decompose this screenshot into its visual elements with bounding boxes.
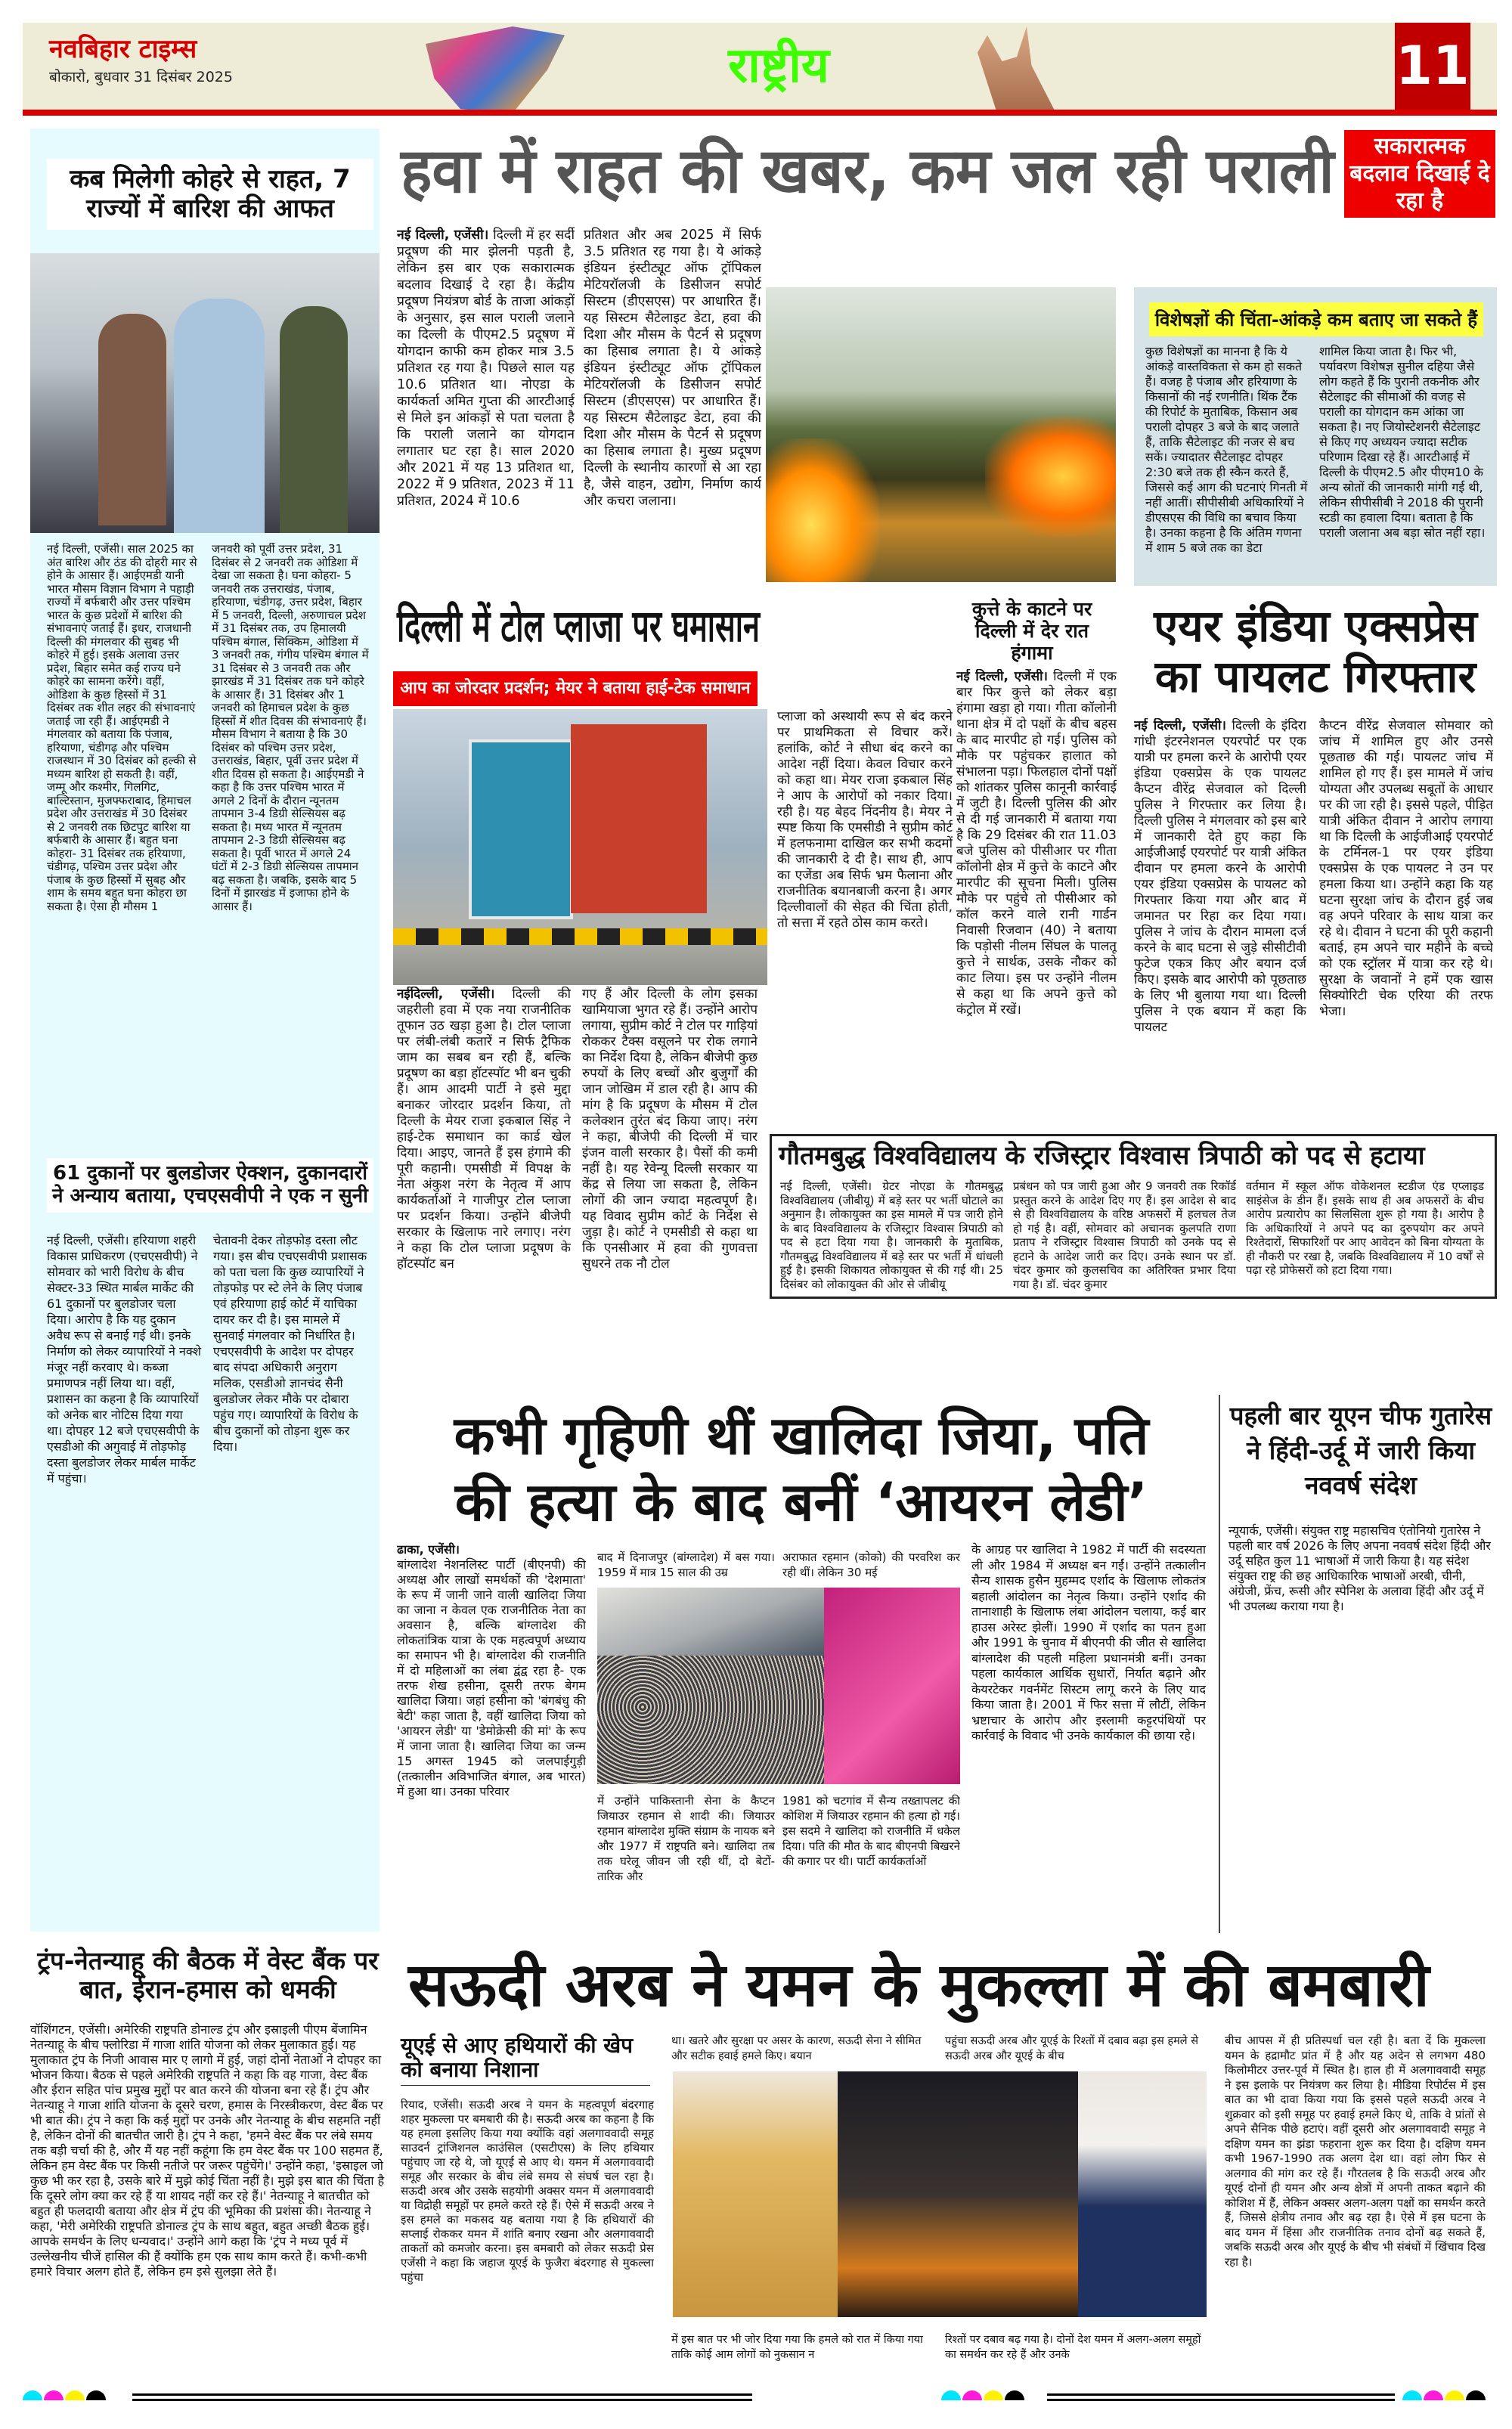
saudi-top-2: पहुंचा सऊदी अरब और यूएई के रिश्तों में दबाव बढ़ा इस हमले से सऊदी अरब और यूएई के बीच <box>945 2035 1199 2062</box>
person-figure <box>174 299 265 533</box>
un-body: न्यूयार्क, एजेंसी। संयुक्त राष्ट्र महासचिव एंतोनियो गुतारेस ने पहली बार वर्ष 2026 के लिए अपना नववर्ष संदेश हिंदी और उर्दू सहित कुल 11 भाषाओं में जारी किया है। यह संदेश संयुक्त राष्ट्र की छह आधिकारिक भाषाओं अरबी, चीनी, अंग्रेजी, फ्रेंच, रूसी और स्पेनिश के अलावा हिंदी और उर्दू में भी उपलब्ध कराया गया है। <box>1228 1523 1491 1613</box>
khalida-headline-line-1: कभी गृहिणी थीं खालिदा जिया, पति <box>454 1405 1149 1467</box>
experts-headline: विशेषज्ञों की चिंता-आंकड़े कम बताए जा सकते हैं <box>1149 302 1483 336</box>
cmyk-registration-mark <box>1402 2389 1487 2403</box>
print-rule <box>132 2393 752 2401</box>
truck-container <box>571 724 707 913</box>
saudi-headline: सऊदी अरब ने यमन के मुकल्ला में की बमबारी <box>408 1950 1430 2020</box>
saudi-subhead: यूएई से आए हथियारों की खेप को बनाया निशाना <box>401 2034 650 2086</box>
airindia-headline: एयर इंडिया एक्सप्रेस का पायलट गिरफ्तार <box>1154 600 1477 702</box>
dog-column <box>956 669 1117 1123</box>
saudi-photo-composite <box>673 2071 1207 2317</box>
gbu-column-2: प्रबंधन को पत्र जारी हुआ और 9 जनवरी तक रिकॉर्ड प्रस्तुत करने के आदेश दिए गए हैं। इस आदेश से बाद से ही विश्वविद्यालय के वरिष्ठ अफसरों में हलचल तेज हो गई है। वहीं, सोमवार को अचानक कुलपति राणा प्रताप ने रजिस्ट्रार विश्वास त्रिपाठी को उनके पद से हटाने के आदेश जारी कर दिए। उनके स्थान पर डॉ. चंदर कुमार को कुलसचिव का अतिरिक्त प्रभार दिया गया है। डॉ. चंदर कुमार <box>1013 1179 1236 1291</box>
saudi-column-1: रियाद, एजेंसी। सऊदी अरब ने यमन के महत्वपूर्ण बंदरगाह शहर मुकल्ला पर बमबारी की है। सऊदी अरब का कहना है कि यह हमला इसलिए किया गया क्योंकि वहां अलगाववादी समूह साउदर्न ट्रांजिशनल काउंसिल (एसटीएस) के लिए हथियार पहुंचाए जा रहे थे, जो यूएई से आए थे। यमन में अलगाववादी समूह और सरकार के बीच लंबे समय से संघर्ष चल रहा है। सऊदी अरब और उसके सहयोगी अक्सर यमन में अलगाववादी या विद्रोही समूहों पर हमले करते रहे हैं। ऐसे में सऊदी अरब ने इस हमले का मकसद यह बताया गया है कि हथियारों की सप्लाई रोककर यमन में शांति बनाए रखना और अलगाववादी ताकतों को कमजोर करना। इस बमबारी को लेकर सऊदी प्रेस एजेंसी ने कहा कि जहाज यूएई के फुजैरा बंदरगाह से मुकल्ला पहुंचा <box>401 2098 654 2284</box>
khalida-headline-line-2: की हत्या के बाद बनीं ‘आयरन लेडी’ <box>454 1471 1148 1533</box>
page-number: 11 <box>1395 23 1470 110</box>
crowd <box>597 1656 824 1784</box>
toll-body-1: दिल्ली की जहरीली हवा में एक नया राजनीतिक तूफान उठ खड़ा हुआ है। टोल प्लाजा पर लंबी-लंबी कतारें न सिर्फ ट्रैफिक जाम का सबब बन रही हैं, बल्कि प्रदूषण का बड़ा हॉटस्पॉट भी बन चुकी हैं। आम आदमी पार्टी ने इसे मुद्दा बनाकर जोरदार प्रदर्शन किया, तो दिल्ली के मेयर राजा इकबाल सिंह ने हाई-टेक समाधान का कार्ड खेल दिया। आइए, जानते हैं इस हंगामे की पूरी कहानी। एमसीडी में विपक्ष के नेता अंकुश नरंग के नेतृत्व में आप कार्यकर्ताओं ने गाजीपुर टोल प्लाजा पर प्रदर्शन किया। उन्होंने बीजेपी सरकार के खिलाफ नारे लगाए। नरंग ने कहा कि टोल प्लाजा प्रदूषण के हॉटस्पॉट बन <box>397 987 571 1272</box>
dog-byline: नई दिल्ली, एजेंसी। <box>956 669 1048 684</box>
fog-headline: कब मिलेगी कोहरे से राहत, 7 राज्यों में बारिश की आफत <box>47 159 373 230</box>
person-figure <box>98 314 166 525</box>
khalida-body-1: बांग्लादेश नेशनलिस्ट पार्टी (बीएनपी) की अध्यक्ष और लाखों समर्थकों की 'देशमाता' के रूप में जानी जाने वाली खालिदा जिया का जाना न केवल एक राजनीतिक नेता का अवसान है, बल्कि बांग्लादेश की लोकतांत्रिक यात्रा के एक महत्वपूर्ण अध्याय का समापन भी है। बांग्लादेश की राजनीति में दो महिलाओं का लंबा द्वंद्व रहा है- एक तरफ शेख हसीना, दूसरी तरफ बेगम खालिदा जिया। जहां हसीना को 'बंगबंधु की बेटी' कहा जाता है, वहीं खालिदा जिया को 'आयरन लेडी' या 'डेमोक्रेसी की मां' के रूप में जाना जाता है। खालिदा जिया का जन्म 15 अगस्त 1945 को जलपाईगुड़ी (तत्कालीन अविभाजित बंगाल, अब भारत) में हुआ था। उनका परिवार <box>397 1557 586 1799</box>
khalida-byline: ढाका, एजेंसी। <box>397 1542 460 1557</box>
airindia-byline: नई दिल्ली, एजेंसी। <box>1134 718 1226 733</box>
airindia-column-2: कैप्टन वीरेंद्र सेजवाल सोमवार को जांच में शामिल हुए और उनसे पूछताछ की गई। पायलट जांच में शामिल हो गए हैं। इस मामले में जांच योग्यता और उपलब्ध सबूतों के आधार पर की जा रही है। इससे पहले, पीड़ित यात्री अंकित दीवान ने आरोप लगाया था कि दिल्ली के आईजीआई एयरपोर्ट के टर्मिनल-1 पर एयर इंडिया एक्सप्रेस के एक पायलट ने उन पर हमला किया था। उन्होंने कहा कि यह घटना सुरक्षा जांच के दौरान हुई जब वह अपने परिवार के साथ यात्रा कर रहे थे। दीवान ने घटना की पूरी कहानी बताई, हम अपने चार महीने के बच्चे को एक स्ट्रॉलर में यात्रा कर रहे थे। सुरक्षा के जवानों ने हमें एक खास सिक्योरिटी चेक एरिया की तरफ भेजा। <box>1319 718 1493 1019</box>
khalida-bottom-1: में उन्होंने पाकिस्तानी सेना के कैप्टन जियाउर रहमान से शादी की। जियाउर रहमान बांग्लादेश मुक्ति संग्राम के नायक बने और 1977 में राष्ट्रपति बने। खालिदा तब तक घरेलू जीवन जी रही थीं, दो बेटों- तारिक और <box>597 1794 775 1883</box>
truck-cab <box>469 739 573 919</box>
dateline: बोकारो, बुधवार 31 दिसंबर 2025 <box>49 69 233 85</box>
masthead-divider <box>23 110 1497 116</box>
stubble-column-1 <box>397 227 575 578</box>
toll-column-3: प्लाजा को अस्थायी रूप से बंद करने पर प्राथमिकता से विचार करें। हलांकि, कोर्ट ने सीधा बंद करने का आदेश नहीं दिया। केवल विचार करने को कहा था। मेयर राजा इकबाल सिंह ने आप के आरोपों को नकार दिया। रही है। यह बेहद निंदनीय है। मेयर ने स्पष्ट किया कि एमसीडी ने सुप्रीम कोर्ट में हलफनामा दाखिल कर सभी कदमों की जानकारी दे दी है। साथ ही, आप का एजेंडा अब सिर्फ भ्रम फैलाना और राजनीतिक बयानबाजी करना है। अगर दिल्लीवालों की सेहत की चिंता होती, तो सत्ता में रहते ठोस काम करते। <box>777 709 953 931</box>
stubble-body-1: दिल्ली में हर सर्दी प्रदूषण की मार झेलनी पड़ती है, लेकिन इस बार एक सकारात्मक बदलाव दिखाई दे रहा है। केंद्रीय प्रदूषण नियंत्रण बोर्ड के ताजा आंकड़ों के अनुसार, इस साल पराली जलाने का दिल्ली के पीएम2.5 प्रदूषण में योगदान काफी कम होकर मात्र 3.5 प्रतिशत रह गया है। पिछले साल यह 10.6 प्रतिशत था। नोएडा के कार्यकर्ता अमित गुप्ता की आरटीआई से मिले इन आंकड़ों से पता चलता है कि पराली जलाने का योगदान लगातार घट रहा है। साल 2020 और 2021 में यह 13 प्रतिशत था, 2022 में 9 प्रतिशत, 2023 में 11 प्रतिशत, 2024 में 10.6 <box>397 228 575 509</box>
toll-column-2: गए हैं और दिल्ली के लोग इसका खामियाजा भुगत रहे हैं। उन्होंने आरोप लगाया, सुप्रीम कोर्ट ने टोल पर गाड़ियां रोककर टैक्स वसूलने पर रोक लगाने का निर्देश दिया है, लेकिन बीजेपी कुछ रुपयों के लिए बच्चों और बुजुर्गों की जान जोखिम में डाल रही है। आप की मांग है कि प्रदूषण के मौसम में टोल कलेक्शन तुरंत बंद किया जाए। नरंग ने कहा, बीजेपी की दिल्ली में चार इंजन वाली सरकार है। पैसों की कमी नहीं है। यह रेवेन्यू दिल्ली सरकार या केंद्र से लिया जा सकता है, लेकिन लोगों की जान ज्यादा महत्वपूर्ण है। यह विवाद सुप्रीम कोर्ट के निर्देश से जुड़ा है। कोर्ट ने एमसीडी से कहा था कि एनसीआर में हवा की गुणवत्ता सुधरने तक नौ टोल <box>582 987 758 1272</box>
toll-plaza-photo <box>393 709 767 985</box>
trump-body: वॉशिंगटन, एजेंसी। अमेरिकी राष्ट्रपति डोनाल्ड ट्रंप और इस्राइली पीएम बेंजामिन नेतन्याहू के बीच फ्लोरिडा में गाजा शांति योजना को लेकर मुलाकात हुई। यह मुलाकात ट्रंप के निजी आवास मार ए लागो में हुई, जहां दोनों नेताओं ने दोपहर का भोजन किया। बैठक से पहले अमेरिकी राष्ट्रपति ने कहा कि वह गाजा, वेस्ट बैंक और ईरान सहित पांच प्रमुख मुद्दों पर बात करने की योजना बना रहे हैं। ट्रंप और नेतन्याहू ने गाजा शांति योजना के दूसरे चरण, हमास के निरस्त्रीकरण, वेस्ट बैंक पर भी बात की। ट्रंप ने कहा कि कई मुद्दों पर उनके और नेतन्याहू के बीच सहमति नहीं है, लेकिन दोनों की बातचीत जारी है। ट्रंप ने कहा, 'हमने वेस्ट बैंक पर लंबे समय तक बड़ी चर्चा की है, और मैं यह नहीं कहूंगा कि हम वेस्ट बैंक पर 100 सहमत हैं, लेकिन हम वेस्ट बैंक पर किसी नतीजे पर जरूर पहुंचेंगे।' उन्होंने कहा, 'इस्राइल जो कुछ भी कर रहा है, उसके बारे में मुझे कोई चिंता नहीं है। मुझे इस बात की चिंता है कि दूसरे लोग क्या कर रहे हैं या शायद नहीं कर रहे हैं।' नेतन्याहू ने बातचीत को बहुत ही फलदायी बताया और क्षेत्र में ट्रंप की भूमिका की प्रशंसा की। नेतन्याहू ने कहा, 'मेरी अमेरिकी राष्ट्रपति डोनाल्ड ट्रंप के साथ बहुत, बहुत अच्छी बैठक हुई। आपके समर्थन के लिए धन्यवाद।' उन्होंने आगे कहा कि 'ट्रंप ने मध्य पूर्व में उल्लेखनीय चीजें हासिल की हैं क्योंकि हम एक साथ काम करते हैं। कभी-कभी हमारे विचार अलग होते हैं, लेकिन हम इसे सुलझा लेते हैं। <box>30 2022 385 2279</box>
experts-column-1: कुछ विशेषज्ञों का मानना है कि ये आंकड़े वास्तविकता से कम हो सकते हैं। वजह है पंजाब और हरियाणा के किसानों की नई रणनीति। थिंक टैंक की रिपोर्ट के मुताबिक, किसान अब पराली दोपहर 3 बजे के बाद जलाते हैं, ताकि सैटेलाइट की नजर से बच सकें। ज्यादातर सैटेलाइट दोपहर 2:30 बजे तक ही स्कैन करते हैं, जिससे कई आग की घटनाएं गिनती में नहीं आतीं। सीपीसीबी अधिकारियों ने डीएसएस की विधि का बचाव किया है। उनका कहना है कि अंतिम गणना में शाम 5 बजे तक का डेटा <box>1145 344 1308 555</box>
dog-body: दिल्ली में एक बार फिर कुत्ते को लेकर बड़ा हंगामा खड़ा हो गया। गीता कॉलोनी थाना क्षेत्र में दो पक्षों के बीच बहस के बाद मारपीट हो गई। पुलिस को मौके पर पहुंचकर हालात को संभालना पड़ा। फिलहाल दोनों पक्षों को शांतकर पुलिस कानूनी कार्रवाई में जुटी है। दिल्ली पुलिस की ओर से दी गई जानकारी में बताया गया है कि 29 दिसंबर की रात 11.03 बजे पुलिस को पीसीआर पर गीता कॉलोनी क्षेत्र में कुत्ते के काटने और मारपीट की सूचना मिली। पुलिस मौके पर पहुंचे तो पीसीआर को कॉल करने वाले रानी गार्डन निवासी रिजवान (40) ने बताया कि पड़ोसी नीलम सिंघल के पालतू कुत्ते ने सार्थक, उसके नौकर को काट लिया। इस पर उन्होंने नीलम से कहा था कि अपने कुत्ते को कंट्रोल में रखें। <box>956 669 1117 1018</box>
gbu-headline: गौतमबुद्ध विश्वविद्यालय के रजिस्ट्रार विश्वास त्रिपाठी को पद से हटाया <box>779 1141 1425 1171</box>
khalida-column-1 <box>397 1542 586 1920</box>
fire-flames <box>766 438 879 582</box>
fire-flames <box>985 416 1116 537</box>
toll-barrier <box>393 928 767 945</box>
dog-headline: कुत्ते के काटने पर दिल्ली में देर रात हंगामा <box>971 598 1092 664</box>
toll-byline: नईदिल्ली, एजेंसी। <box>397 987 495 1002</box>
khalida-top-1: बाद में दिनाजपुर (बांग्लादेश) में बस गया। 1959 में मात्र 15 साल की उम्र <box>597 1551 775 1579</box>
khalida-column-4: के आग्रह पर खालिदा ने 1982 में पार्टी की सदस्यता ली और 1984 में अध्यक्ष बन गईं। उन्होंने तत्कालीन सैन्य शासक हुसैन मुहम्मद एर्शाद के खिलाफ लोकतंत्र बहाली आंदोलन का नेतृत्व किया। उन्होंने एर्शाद की तानाशाही के खिलाफ लंबा आंदोलन चलाया, कई बार हाउस अरेस्ट झेलीं। 1990 में एर्शाद का पतन हुआ और 1991 के चुनाव में बीएनपी की जीत से खालिदा बांग्लादेश की पहली महिला प्रधानमंत्री बनीं। उनका पहला कार्यकाल आर्थिक सुधारों, निर्यात बढ़ाने और केयरटेकर गवर्नमेंट सिस्टम लागू करने के लिए याद किया जाता है। 2001 में फिर सत्ता में लौटीं, लेकिन भ्रष्टाचार के आरोप और इस्लामी कट्टरपंथियों पर कार्रवाई के विवाद भी उनके कार्यकाल की छाया रहे। <box>971 1542 1206 1743</box>
gbu-column-3: वर्तमान में स्कूल ऑफ वोकेशनल स्टडीज एंड एप्लाइड साइंसेज के डीन हैं। इसके साथ ही अब अफसरों के बीच आरोप प्रत्यारोप का सिलसिला शुरू हो गया है। आरोप है कि अधिकारियों ने अपने पद का दुरुपयोग कर अपने रिश्तेदारों, सिफारिशों पर आए आवेदन को बिना योग्यता के ही नौकरी पर रखा है, जबकि विश्वविद्यालय में 10 वर्षों से पढ़ा रहे प्रोफेसरों को हटा दिया गया। <box>1246 1179 1484 1277</box>
khalida-bottom-2: 1981 को चटगांव में सैन्य तख्तापलट की कोशिश में जियाउर रहमान की हत्या हो गई। इस सदमे ने खालिदा को राजनीति में धकेल दिया। पति की मौत के बाद बीएनपी बिखरने की कगार पर थी। पार्टी कार्यकर्ताओं <box>782 1794 960 1868</box>
print-rule <box>1047 2393 1395 2401</box>
fog-column-1: नई दिल्ली, एजेंसी। साल 2025 का अंत बारिश और ठंड की दोहरी मार से होने के आसार हैं। आईएमडी यानी भारत मौसम विज्ञान विभाग ने पहाड़ी राज्यों में बर्फबारी और उत्तर पश्चिम भारत के कुछ प्रदेशों में बारिश की संभावनाएं जताई हैं। इधर, राजधानी दिल्ली की मंगलवार की सुबह भी कोहरे में हुई। इसके अलावा उत्तर प्रदेश, बिहार समेत कई राज्य घने कोहरे का सामना करेंगे। वहीं, ओडिशा के कुछ हिस्सों में 31 दिसंबर तक शीत लहर की संभावनाएं जताई जा रही हैं। आईएमडी ने मंगलवार को बताया कि पंजाब, हरियाणा, चंडीगढ़ और पश्चिम राजस्थान में 30 दिसंबर को हल्की से मध्यम बारिश हो सकती है। वहीं, जम्मू और कश्मीर, गिलगिट, बाल्टिस्तान, मुजफ्फराबाद, हिमाचल प्रदेश और उत्तराखंड में 30 दिसंबर से 2 जनवरी तक छिटपुट बारिश या बर्फबारी के आसार हैं। बहुत घना कोहरा- 31 दिसंबर तक हरियाणा, चंडीगढ़, पश्चिम उत्तर प्रदेश और पंजाब के कुछ हिस्सों में सुबह और शाम के समय बहुत घना कोहरा छा सकता है। ऐसा ही मौसम 1 <box>47 543 197 913</box>
stubble-headline: हवा में राहत की खबर, कम जल रही पराली <box>401 135 1334 207</box>
uae-president-photo <box>1078 2071 1207 2317</box>
stubble-column-2: प्रतिशत और अब 2025 में सिर्फ 3.5 प्रतिशत रह गया है। ये आंकड़े इंडियन इंस्टीट्यूट ऑफ ट्रॉपिकल मेटियरॉलजी के डिसीजन सपोर्ट सिस्टम (डीएसएस) पर आधारित हैं। यह सिस्टम सैटेलाइट डेटा, हवा की दिशा और मौसम के पैटर्न से प्रदूषण का हिसाब लगाता है। ये आंकड़े इंडियन इंस्टीट्यूट ऑफ ट्रॉपिकल मेटियरॉलजी के डिसीजन सपोर्ट सिस्टम (डीएसएस) पर आधारित हैं। यह सिस्टम सैटेलाइट डेटा, हवा की दिशा और मौसम के पैटर्न से प्रदूषण का हिसाब लगाता है। मुख्य प्रदूषण दिल्ली के स्थानीय कारणों से आ रहा है, जैसे वाहन, उद्योग, निर्माण कार्य और कचरा जलाना। <box>584 228 761 509</box>
khalida-portrait-banner <box>824 1588 960 1784</box>
experts-column-2: शामिल किया जाता है। फिर भी, पर्यावरण विशेषज्ञ सुनील दहिया जैसे लोग कहते हैं कि पुरानी तकनीक और सैटेलाइट की सीमाओं की वजह से पराली का योगदान कम आंका जा सकता है। नए जियोस्टेशनरी सैटेलाइट से किए गए अध्ययन ज्यादा सटीक परिणाम दिखा रहे हैं। आरटीआई में दिल्ली के पीएम2.5 और पीएम10 के अन्य स्रोतों की जानकारी मांगी गई थी, लेकिन सीपीसीबी ने 2018 की पुरानी स्टडी का हवाला दिया। बताता है कि पराली जलाना अब बड़ा स्रोत नहीं रहा। <box>1319 344 1486 540</box>
airindia-body-1: दिल्ली के इंदिरा गांधी इंटरनेशनल एयरपोर्ट पर एक यात्री पर हमला करने के आरोपी एयर इंडिया एक्सप्रेस के एक पायलट कैप्टन वीरेंद्र सेजवाल को दिल्ली पुलिस ने गिरफ्तार कर लिया है। दिल्ली पुलिस ने मंगलवार को इस बारे में जानकारी देते हुए कहा कि आईजीआई एयरपोर्ट पर यात्री अंकित दीवान पर हमला करने के आरोपी एयर इंडिया एक्सप्रेस के पायलट को गिरफ्तार किया गया और बाद में जमानत पर रिहा कर दिया गया। पुलिस ने जांच के दौरान मामला दर्ज करने के बाद घटना से जुड़े सीसीटीवी फुटेज एकत्र किए और बयान दर्ज किए। इसके बाद आरोपी को पूछताछ के लिए भी बुलाया गया था। दिल्ली पुलिस ने एक बयान में कहा कि पायलट <box>1134 718 1306 1035</box>
saudi-crown-prince-photo <box>673 2071 838 2317</box>
cmyk-registration-mark <box>941 2389 1026 2403</box>
bulldozer-headline: 61 दुकानों पर बुलडोजर ऐक्शन, दुकानदारों ने अन्याय बताया, एचएसवीपी ने एक न सुनी <box>47 1158 373 1213</box>
khalida-headline <box>401 1402 1202 1535</box>
bulldozer-column-2: चेतावनी देकर तोड़फोड़ दस्ता लौट गया। इस बीच एचएसवीपी प्रशासक को पता चला कि कुछ व्यापारियों ने तोड़फोड़ पर स्टे लेने के लिए पंजाब एवं हरियाणा हाई कोर्ट में याचिका दायर कर दी है। इस मामले में सुनवाई मंगलवार को निर्धारित है। एचएसवीपी के आदेश पर दोपहर बाद संपदा अधिकारी अनुराग मलिक, एसडीओ ज्ञानचंद सैनी बुलडोजर लेकर मौके पर दोबारा पहुंच गए। व्यापारियों के विरोध के बीच दुकानों को तोड़ना शुरू कर दिया। <box>213 1233 367 1454</box>
cmyk-registration-mark <box>23 2389 107 2403</box>
section-title: राष्ट्रीय <box>728 38 829 94</box>
un-headline: पहली बार यूएन चीफ गुतारेस ने हिंदी-उर्दू में जारी किया नववर्ष संदेश <box>1229 1401 1492 1500</box>
mukalla-smoke-photo <box>838 2071 1078 2317</box>
khalida-top-2: अराफात रहमान (कोको) की परवरिश कर रही थीं। लेकिन 30 मई <box>782 1551 960 1579</box>
toll-column-1 <box>397 987 571 1361</box>
khalida-rally-photo <box>597 1588 960 1784</box>
fog-photo <box>30 253 380 533</box>
saudi-bottom-1: में इस बात पर भी जोर दिया गया कि हमले को रात में किया गया ताकि कोई आम लोगों को नुकसान न <box>671 2334 923 2361</box>
bulldozer-column-1: नई दिल्ली, एजेंसी। हरियाणा शहरी विकास प्राधिकरण (एचएसवीपी) ने सोमवार को भारी विरोध के बीच सेक्टर-33 स्थित मार्बल मार्केट की 61 दुकानों पर बुलडोजर चला दिया। आरोप है कि यह दुकान अवैध रूप से बनाई गई थी। इनके निर्माण को लेकर व्यापारियों ने नक्शे मंजूर नहीं करवाए थे। कब्जा प्रमाणपत्र नहीं लिया था। वहीं, प्रशासन का कहना है कि व्यापारियों को अनेक बार नोटिस दिया गया था। दोपहर 12 बजे एचएसवीपी के एसडीओ की अगुवाई में तोड़फोड़ दस्ता बुलडोजर लेकर मार्बल मार्केट में पहुंचा। <box>47 1233 202 1486</box>
toll-subhead: आप का जोरदार प्रदर्शन; मेयर ने बताया हाई-टेक समाधान <box>393 671 758 706</box>
airindia-column-1 <box>1134 718 1306 1123</box>
stubble-burning-photo <box>766 287 1116 582</box>
fog-column-2: जनवरी को पूर्वी उत्तर प्रदेश, 31 दिसंबर से 2 जनवरी तक ओडिशा में देखा जा सकता है। घना कोहरा- 5 जनवरी तक उत्तराखंड, पंजाब, हरियाणा, चंडीगढ़, उत्तर प्रदेश, बिहार में 5 जनवरी, दिल्ली, अरुणाचल प्रदेश में 31 दिसंबर तक, उप हिमालयी पश्चिम बंगाल, सिक्किम, ओडिशा में 3 जनवरी तक, गंगीय पश्चिम बंगाल में 31 दिसंबर से 3 जनवरी तक और झारखंड में 31 दिसंबर तक घने कोहरे के आसार हैं। 31 दिसंबर और 1 जनवरी को हिमाचल प्रदेश के कुछ हिस्सों में शीत दिवस की संभावनाएं हैं। मौसम विभाग ने बताया है कि 30 दिसंबर को पश्चिम उत्तर प्रदेश, उत्तराखंड, बिहार, पूर्वी उत्तर प्रदेश में शीत दिवस हो सकता है। आईएमडी ने कहा है कि उत्तर पश्चिम भारत में अगले 2 दिनों के दौरान न्यूनतम तापमान 3-4 डिग्री सेल्सियस बढ़ सकता है। मध्य भारत में न्यूनतम तापमान 2-3 डिग्री सेल्सियस बढ़ सकता है। पूर्वी भारत में अगले 24 घंटों में 2-3 डिग्री सेल्सियस तापमान बढ़ सकता है। जबकि, इसके बाद 5 दिनों में झारखंड में इजाफा होने के आसार हैं। <box>212 543 369 913</box>
stubble-byline: नई दिल्ली, एजेंसी। <box>397 228 489 243</box>
saudi-column-4: बीच आपस में ही प्रतिस्पर्धा चल रही है। बता दें कि मुकल्ला यमन के हद्रामौट प्रांत में है और यह अदेन से लगभग 480 किलोमीटर उत्तर-पूर्व में स्थित है। हाल ही में अलगाववादी समूह ने इस इलाके पर नियंत्रण कर लिया है। मीडिया रिपोर्टस में इस बात का भी दावा किया गया कि इससे पहले सऊदी अरब ने शुक्रवार को इसी समूह पर हवाई हमले किए थे, ताकि वे प्रांतों से अपने सैनिक पीछे हटाएं। वहीं दूसरी ओर अलगाववादी समूह ने दक्षिण यमन का झंडा फहराना शुरू कर दिया है। दक्षिण यमन कभी 1967-1990 तक अलग देश था। वहां लोग फिर से अलगाव की मांग कर रहे हैं। गौरतलब है कि सऊदी अरब और यूएई दोनों ही यमन और अन्य क्षेत्रों में अपनी ताकत बढ़ाने की कोशिश में हैं, लेकिन अक्सर अलग-अलग पक्षों का समर्थन करते हैं, जिससे क्षेत्रीय तनाव और बढ़ रहा है। ऐसे में इस घटना के बाद यमन में हिंसा और राजनीतिक तनाव दोनों बढ़ सकते हैं, जबकि सऊदी अरब और यूएई के बीच भी संबंधों में खिंचाव दिख रहा है। <box>1225 2034 1486 2269</box>
stubble-tag: सकारात्मक बदलाव दिखाई दे रहा है <box>1344 130 1495 218</box>
trump-headline: ट्रंप-नेतन्याहू की बैठक में वेस्ट बैंक पर बात, ईरान-हमास को धमकी <box>37 1946 379 2004</box>
saudi-bottom-2: रिश्तों पर दबाव बढ़ गया है। दोनों देश यमन में अलग-अलग समूहों का समर्थन कर रहे हैं और उनके <box>945 2334 1201 2361</box>
newspaper-logo: नवबिहार टाइम्स <box>49 34 197 64</box>
gbu-column-1: नई दिल्ली, एजेंसी। ग्रेटर नोएडा के गौतमबुद्ध विश्वविद्यालय (जीबीयू) में बड़े स्तर पर भर्ती घोटाले का अनुमान है। लोकायुक्त का इस मामले में पत्र जारी होने के बाद विश्वविद्यालय के रजिस्ट्रार विश्वास त्रिपाठी को पद से हटा दिया गया है। जानकारी के मुताबिक, गौतमबुद्ध विश्वविद्यालय में बड़े स्तर पर भर्ती में धांधली हुई है। इसकी शिकायत लोकायुक्त से की गई थी। 25 दिसंबर को लोकायुक्त की ओर से जीबीयू <box>780 1179 1003 1291</box>
saudi-top-1: था। खतरे और सुरक्षा पर असर के कारण, सऊदी सेना ने सीमित और सटीक हवाई हमले किए। बयान <box>671 2035 922 2062</box>
toll-headline: दिल्ली में टोल प्लाजा पर घमासान <box>397 600 760 652</box>
person-figure <box>280 306 348 533</box>
